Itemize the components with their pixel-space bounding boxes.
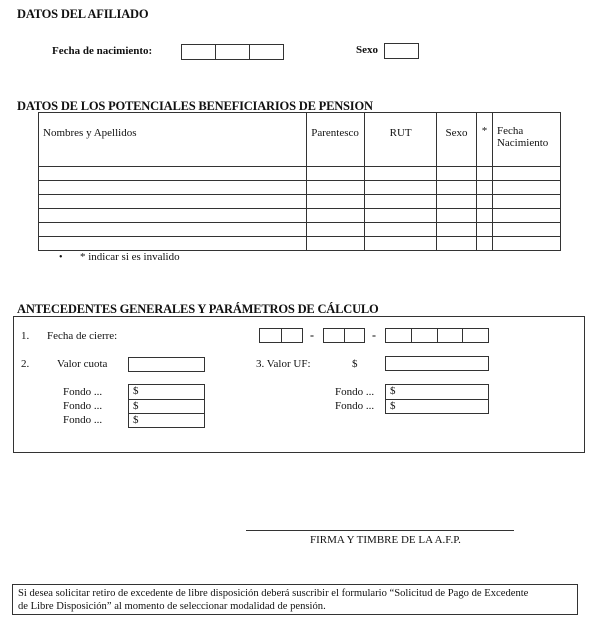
col-parentesco: Parentesco — [307, 113, 365, 167]
fondos-left-labels — [63, 385, 102, 427]
cell-fecha-nacimiento[interactable] — [492, 195, 560, 209]
digit-cell[interactable] — [281, 329, 303, 342]
fondo-amount-field[interactable]: $ — [129, 413, 204, 427]
col-sexo: Sexo — [437, 113, 477, 167]
cell-invalido[interactable] — [477, 181, 493, 195]
date-separator: - — [310, 328, 314, 342]
birth-date-label: Fecha de nacimiento: — [52, 45, 153, 57]
fondo-amount-field[interactable]: $ — [133, 385, 139, 397]
table-row — [39, 237, 561, 251]
table-row — [39, 209, 561, 223]
note-line-1: Si desea solicitar retiro de excedente de libre disposición deberá suscribir el formulario “Solicitud de Pago de Excedente — [18, 588, 529, 599]
cell-sexo[interactable] — [437, 195, 477, 209]
signature-label: FIRMA Y TIMBRE DE LA A.F.P. — [310, 534, 461, 546]
item2-number: 2. — [21, 358, 30, 370]
cell-fecha-nacimiento[interactable] — [492, 237, 560, 251]
date-separator: - — [372, 328, 376, 342]
cell-fecha-nacimiento[interactable] — [492, 181, 560, 195]
footnote-bullet: • — [59, 252, 63, 263]
cell-fecha-nacimiento[interactable] — [492, 167, 560, 181]
beneficiaries-table — [38, 112, 561, 251]
signature-line[interactable] — [246, 530, 514, 531]
col-nombres: Nombres y Apellidos — [39, 113, 307, 167]
cell-rut[interactable] — [365, 167, 437, 181]
digit-cell[interactable] — [386, 329, 411, 342]
cell-invalido[interactable] — [477, 209, 493, 223]
section-antecedentes-title: ANTECEDENTES GENERALES Y PARÁMETROS DE CÁLCULO — [17, 302, 379, 316]
cell-nombres[interactable] — [39, 181, 307, 195]
digit-cell[interactable] — [462, 329, 488, 342]
cell-sexo[interactable] — [437, 167, 477, 181]
valor-uf-field[interactable] — [385, 356, 489, 371]
cell-parentesco[interactable] — [307, 195, 365, 209]
cell-invalido[interactable] — [477, 195, 493, 209]
cell-nombres[interactable] — [39, 167, 307, 181]
cell-parentesco[interactable] — [307, 237, 365, 251]
fondos-right-fields — [385, 384, 489, 414]
sex-field[interactable] — [384, 43, 419, 59]
cell-invalido[interactable] — [477, 167, 493, 181]
col-fecha-line2: Nacimiento — [496, 137, 549, 149]
sex-label: Sexo — [356, 44, 378, 56]
cell-parentesco[interactable] — [307, 223, 365, 237]
fondos-left-fields — [128, 384, 205, 428]
table-row — [39, 181, 561, 195]
digit-cell[interactable] — [260, 329, 281, 342]
birth-day-cell[interactable] — [182, 45, 215, 59]
table-header-row — [39, 113, 561, 167]
cell-parentesco[interactable] — [307, 167, 365, 181]
fondo-amount-field[interactable]: $ — [390, 385, 396, 397]
col-invalido: * — [477, 113, 493, 167]
cell-rut[interactable] — [365, 237, 437, 251]
cell-sexo[interactable] — [437, 181, 477, 195]
cell-rut[interactable] — [365, 195, 437, 209]
cell-invalido[interactable] — [477, 237, 493, 251]
col-fecha-nacimiento — [492, 113, 560, 167]
fondo-label: Fondo ... — [335, 400, 375, 412]
table-row — [39, 223, 561, 237]
cell-rut[interactable] — [365, 209, 437, 223]
cell-rut[interactable] — [365, 181, 437, 195]
cell-sexo[interactable] — [437, 209, 477, 223]
birth-date-field[interactable] — [181, 44, 284, 60]
fondo-label: Fondo ... — [63, 414, 103, 426]
cell-invalido[interactable] — [477, 223, 493, 237]
fondo-label: Fondo ... — [63, 386, 103, 398]
col-fecha-line1: Fecha — [496, 125, 524, 137]
cell-nombres[interactable] — [39, 195, 307, 209]
fondo-amount-field[interactable]: $ — [386, 399, 488, 413]
table-row — [39, 195, 561, 209]
section-afiliado-title: DATOS DEL AFILIADO — [17, 7, 149, 21]
footnote-text: * indicar si es invalido — [80, 251, 180, 263]
cell-fecha-nacimiento[interactable] — [492, 209, 560, 223]
cierre-year-field[interactable] — [385, 328, 489, 343]
note-line-2: de Libre Disposición” al momento de seleccionar modalidad de pensión. — [18, 601, 326, 612]
digit-cell[interactable] — [344, 329, 365, 342]
fondo-label: Fondo ... — [63, 400, 103, 412]
digit-cell[interactable] — [324, 329, 344, 342]
fondos-right-labels — [335, 385, 374, 413]
section-beneficiarios-title: DATOS DE LOS POTENCIALES BENEFICIARIOS DE PENSION — [17, 99, 373, 113]
currency-symbol: $ — [352, 358, 358, 370]
digit-cell[interactable] — [411, 329, 437, 342]
birth-month-cell[interactable] — [215, 45, 249, 59]
valor-uf-label: 3. Valor UF: — [256, 358, 311, 370]
item1-number: 1. — [21, 330, 30, 342]
fecha-cierre-label: Fecha de cierre: — [47, 330, 118, 342]
cell-nombres[interactable] — [39, 237, 307, 251]
table-row — [39, 167, 561, 181]
valor-cuota-field[interactable] — [128, 357, 205, 372]
cierre-month-field[interactable] — [323, 328, 365, 343]
birth-year-cell[interactable] — [249, 45, 283, 59]
cell-sexo[interactable] — [437, 223, 477, 237]
fondo-label: Fondo ... — [335, 386, 375, 398]
cell-nombres[interactable] — [39, 209, 307, 223]
cell-nombres[interactable] — [39, 223, 307, 237]
valor-cuota-label: Valor cuota — [57, 358, 108, 370]
cell-sexo[interactable] — [437, 237, 477, 251]
fondo-amount-field[interactable]: $ — [129, 399, 204, 413]
cell-fecha-nacimiento[interactable] — [492, 223, 560, 237]
cierre-day-field[interactable] — [259, 328, 303, 343]
cell-parentesco[interactable] — [307, 181, 365, 195]
cell-parentesco[interactable] — [307, 209, 365, 223]
col-rut: RUT — [365, 113, 437, 167]
cell-rut[interactable] — [365, 223, 437, 237]
libre-disposicion-note — [12, 584, 578, 615]
digit-cell[interactable] — [437, 329, 463, 342]
